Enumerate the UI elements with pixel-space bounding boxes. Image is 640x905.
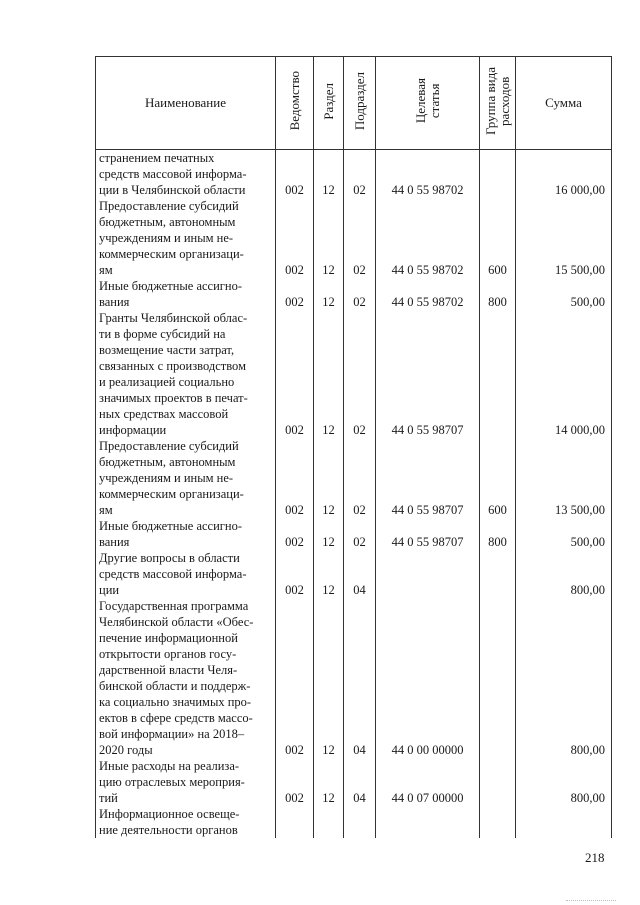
table-row bbox=[96, 518, 612, 550]
table-row bbox=[96, 806, 612, 838]
cell-gruppa-vida-rashodov bbox=[480, 598, 516, 758]
cell-celevaya-statya bbox=[376, 550, 480, 598]
table-row bbox=[96, 758, 612, 806]
header-gruppa-vida-rashodov: Группа вида расходов bbox=[480, 57, 516, 150]
cell-summa: 500,00 bbox=[516, 278, 612, 310]
cell-gruppa-vida-rashodov: 600 bbox=[480, 438, 516, 518]
cell-name: Информационное освеще- ние деятельности органов bbox=[96, 806, 276, 838]
cell-vedomstvo: 002 bbox=[276, 278, 314, 310]
cell-vedomstvo: 002 bbox=[276, 438, 314, 518]
cell-podrazdel: 04 bbox=[344, 758, 376, 806]
cell-name: Предоставление субсидий бюджетным, автономным учреждениям и иным не- коммерческим организаци- ям bbox=[96, 198, 276, 278]
cell-summa bbox=[516, 806, 612, 838]
cell-celevaya-statya: 44 0 55 98702 bbox=[376, 150, 480, 199]
cell-summa: 16 000,00 bbox=[516, 150, 612, 199]
cell-vedomstvo: 002 bbox=[276, 550, 314, 598]
cell-summa: 13 500,00 bbox=[516, 438, 612, 518]
cell-gruppa-vida-rashodov: 800 bbox=[480, 518, 516, 550]
cell-razdel: 12 bbox=[314, 438, 344, 518]
table-body bbox=[96, 150, 612, 839]
table-row bbox=[96, 310, 612, 438]
header-celevaya-statya: Целевая статья bbox=[376, 57, 480, 150]
header-vedomstvo: Ведомство bbox=[276, 57, 314, 150]
cell-razdel: 12 bbox=[314, 278, 344, 310]
table-row bbox=[96, 438, 612, 518]
table-row bbox=[96, 598, 612, 758]
cell-name: Иные расходы на реализа- цию отраслевых мероприя- тий bbox=[96, 758, 276, 806]
cell-podrazdel: 04 bbox=[344, 550, 376, 598]
budget-table bbox=[95, 56, 612, 838]
cell-razdel: 12 bbox=[314, 598, 344, 758]
header-name: Наименование bbox=[96, 57, 276, 150]
table-header bbox=[96, 57, 612, 150]
table-row bbox=[96, 550, 612, 598]
cell-gruppa-vida-rashodov bbox=[480, 758, 516, 806]
table-row bbox=[96, 150, 612, 199]
cell-summa: 800,00 bbox=[516, 598, 612, 758]
cell-celevaya-statya: 44 0 00 00000 bbox=[376, 598, 480, 758]
cell-vedomstvo: 002 bbox=[276, 310, 314, 438]
cell-vedomstvo bbox=[276, 806, 314, 838]
cell-razdel: 12 bbox=[314, 198, 344, 278]
header-podrazdel: Подраздел bbox=[344, 57, 376, 150]
cell-summa: 14 000,00 bbox=[516, 310, 612, 438]
page-number: 218 bbox=[585, 850, 605, 865]
cell-vedomstvo: 002 bbox=[276, 150, 314, 199]
cell-podrazdel: 02 bbox=[344, 438, 376, 518]
scan-artifact bbox=[566, 900, 616, 903]
table-row bbox=[96, 278, 612, 310]
cell-podrazdel bbox=[344, 806, 376, 838]
cell-podrazdel: 02 bbox=[344, 198, 376, 278]
header-summa: Сумма bbox=[516, 57, 612, 150]
cell-razdel: 12 bbox=[314, 310, 344, 438]
table-row bbox=[96, 198, 612, 278]
cell-vedomstvo: 002 bbox=[276, 518, 314, 550]
cell-celevaya-statya: 44 0 07 00000 bbox=[376, 758, 480, 806]
cell-celevaya-statya: 44 0 55 98707 bbox=[376, 518, 480, 550]
cell-vedomstvo: 002 bbox=[276, 198, 314, 278]
cell-podrazdel: 02 bbox=[344, 518, 376, 550]
header-razdel: Раздел bbox=[314, 57, 344, 150]
cell-gruppa-vida-rashodov bbox=[480, 550, 516, 598]
cell-name: Гранты Челябинской облас- ти в форме субсидий на возмещение части затрат, связанных с производством и реализацией социально значимых проектов в печат- ных средствах массовой информации bbox=[96, 310, 276, 438]
cell-razdel bbox=[314, 806, 344, 838]
cell-name: Другие вопросы в области средств массовой информа- ции bbox=[96, 550, 276, 598]
cell-gruppa-vida-rashodov: 600 bbox=[480, 198, 516, 278]
cell-razdel: 12 bbox=[314, 150, 344, 199]
cell-vedomstvo: 002 bbox=[276, 758, 314, 806]
cell-name: Иные бюджетные ассигно- вания bbox=[96, 518, 276, 550]
cell-podrazdel: 02 bbox=[344, 150, 376, 199]
cell-celevaya-statya: 44 0 55 98707 bbox=[376, 438, 480, 518]
cell-gruppa-vida-rashodov bbox=[480, 150, 516, 199]
cell-razdel: 12 bbox=[314, 518, 344, 550]
cell-celevaya-statya: 44 0 55 98707 bbox=[376, 310, 480, 438]
cell-gruppa-vida-rashodov bbox=[480, 310, 516, 438]
cell-vedomstvo: 002 bbox=[276, 598, 314, 758]
cell-razdel: 12 bbox=[314, 758, 344, 806]
cell-name: Государственная программа Челябинской области «Обес- печение информационной открытости органов госу- дарственной власти Челя- бинской области и поддерж- ка социально значимых про- ектов в сфере средств массо- вой информации» на 2018– 2020 годы bbox=[96, 598, 276, 758]
cell-name: странением печатных средств массовой информа- ции в Челябинской области bbox=[96, 150, 276, 199]
cell-name: Предоставление субсидий бюджетным, автономным учреждениям и иным не- коммерческим организаци- ям bbox=[96, 438, 276, 518]
cell-summa: 500,00 bbox=[516, 518, 612, 550]
cell-summa: 800,00 bbox=[516, 758, 612, 806]
cell-celevaya-statya: 44 0 55 98702 bbox=[376, 198, 480, 278]
cell-razdel: 12 bbox=[314, 550, 344, 598]
cell-celevaya-statya: 44 0 55 98702 bbox=[376, 278, 480, 310]
cell-gruppa-vida-rashodov: 800 bbox=[480, 278, 516, 310]
cell-celevaya-statya bbox=[376, 806, 480, 838]
cell-gruppa-vida-rashodov bbox=[480, 806, 516, 838]
cell-name: Иные бюджетные ассигно- вания bbox=[96, 278, 276, 310]
cell-summa: 800,00 bbox=[516, 550, 612, 598]
cell-podrazdel: 02 bbox=[344, 310, 376, 438]
cell-podrazdel: 04 bbox=[344, 598, 376, 758]
cell-summa: 15 500,00 bbox=[516, 198, 612, 278]
cell-podrazdel: 02 bbox=[344, 278, 376, 310]
